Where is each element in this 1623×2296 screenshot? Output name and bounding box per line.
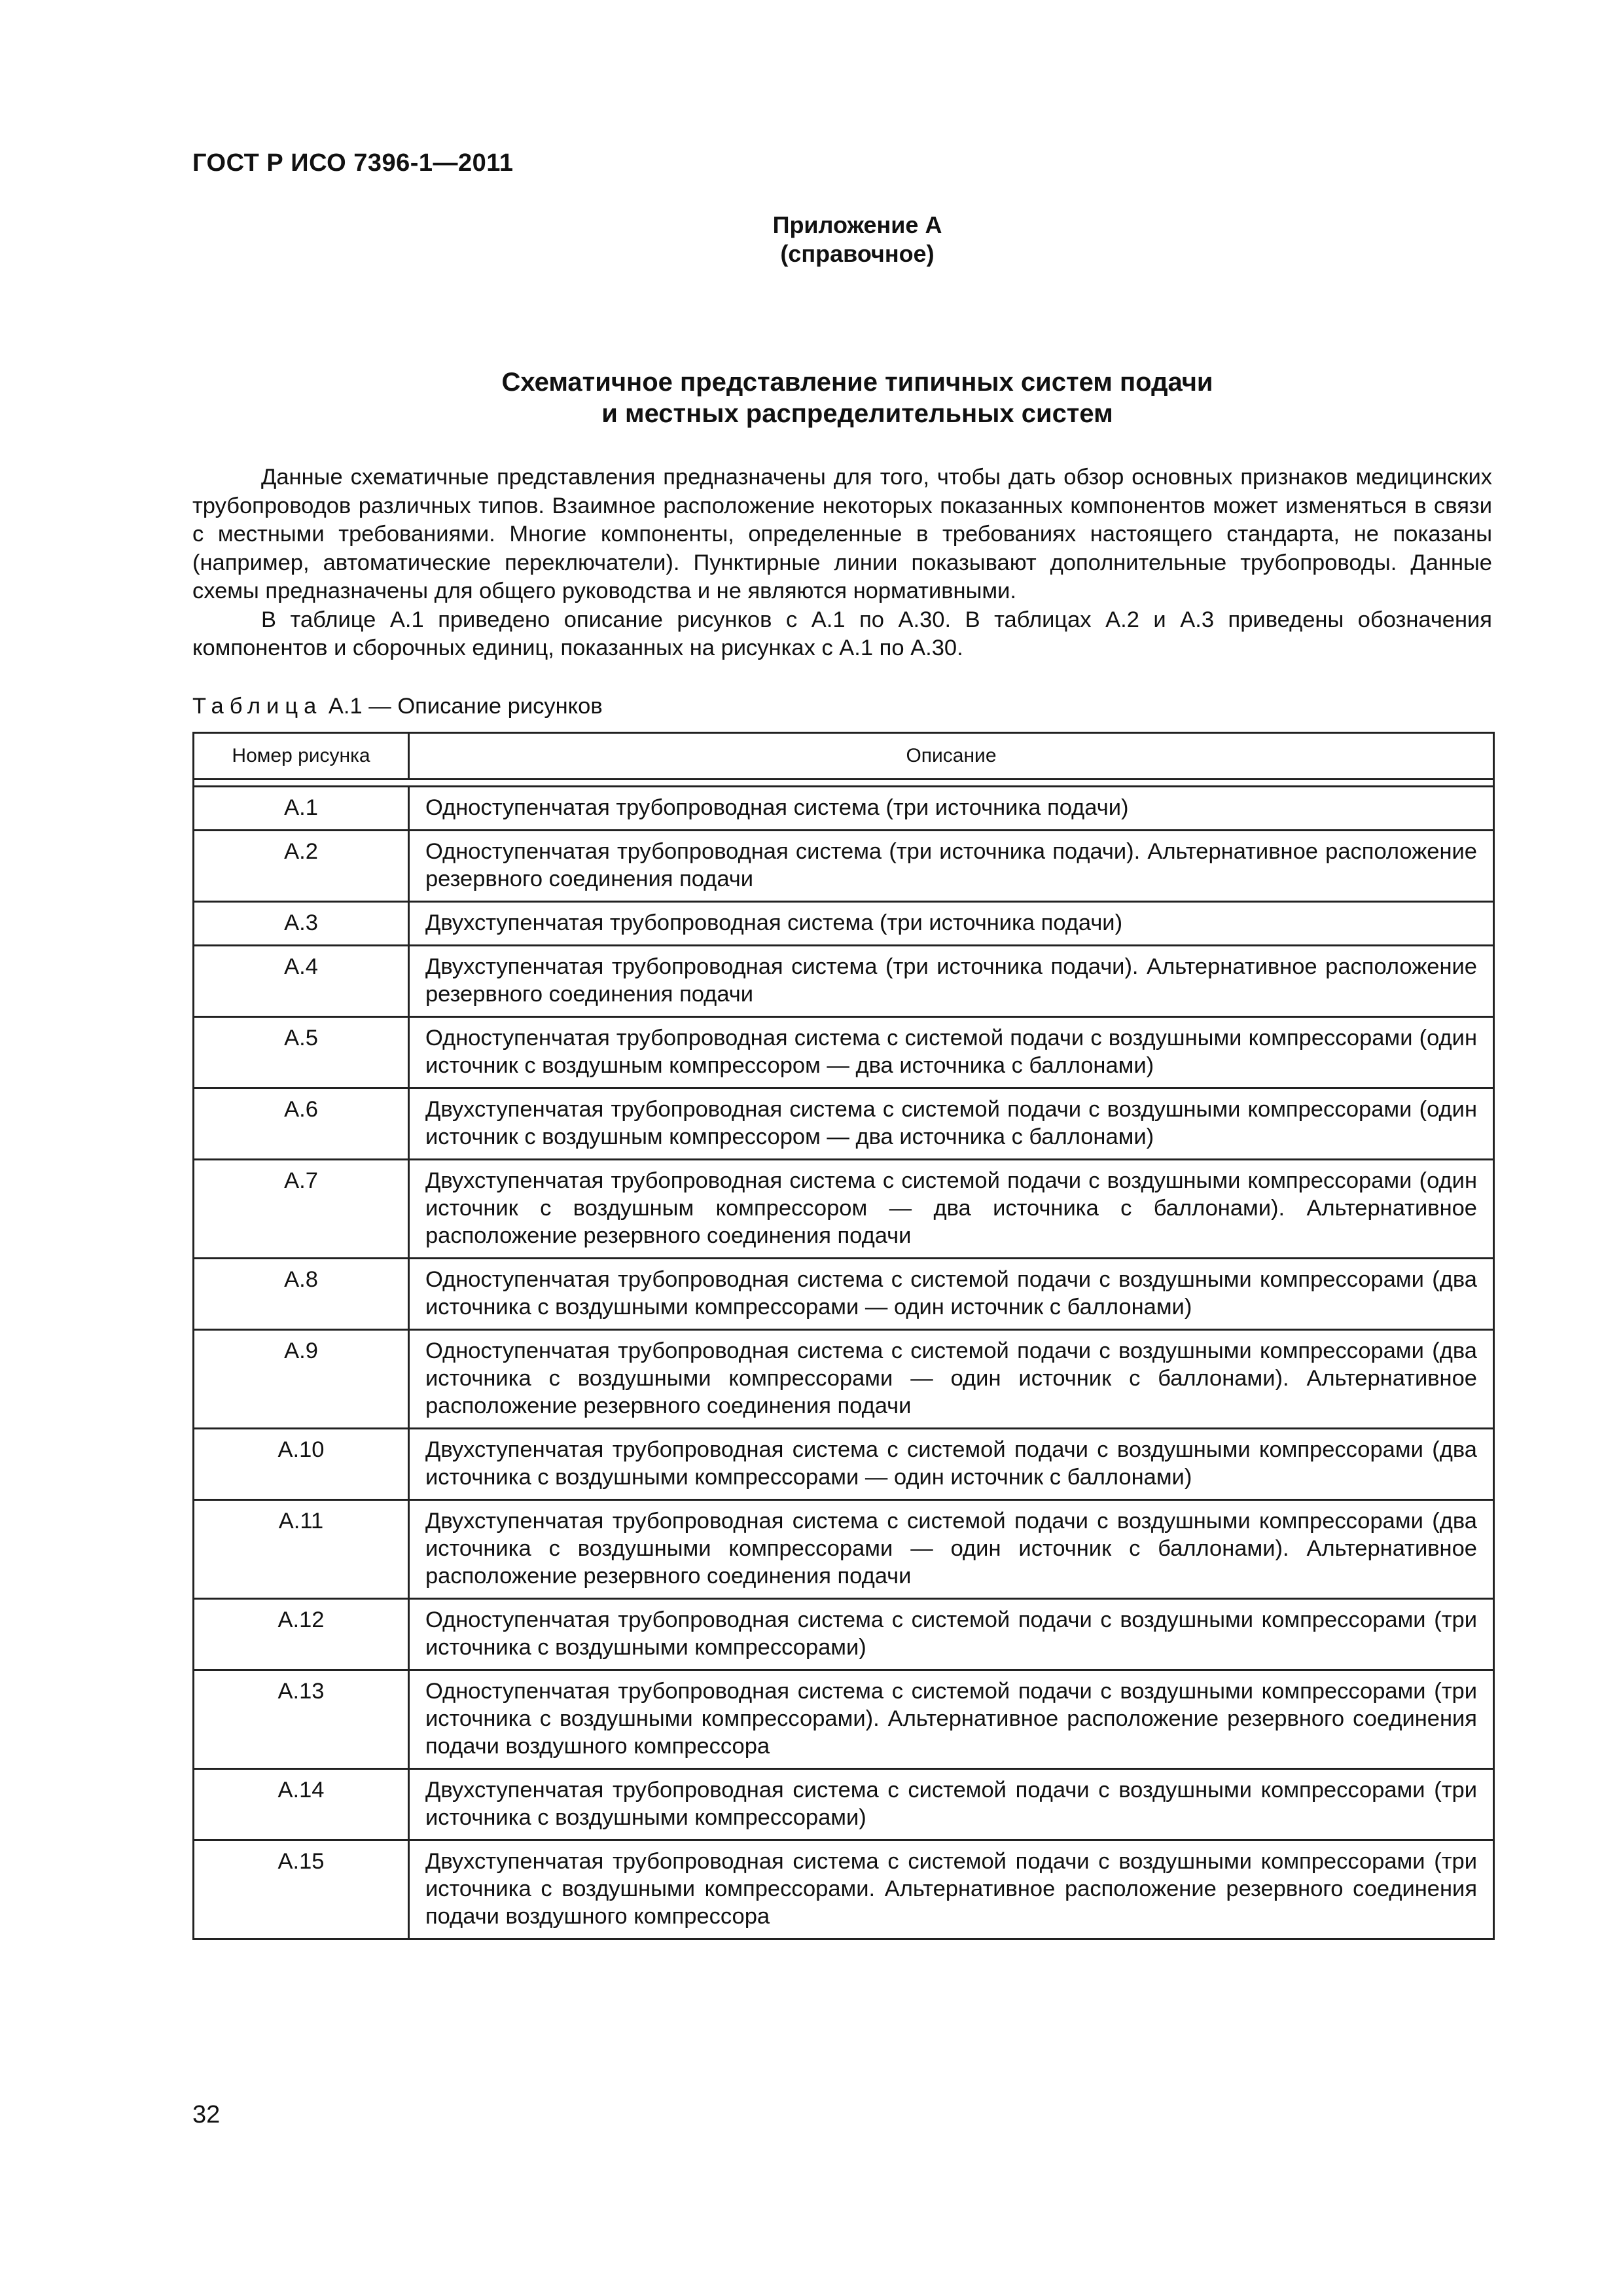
figure-number-cell: А.2 <box>194 831 409 902</box>
figure-description-cell: Одноступенчатая трубопроводная система (три источника подачи). Альтернативное расположение резервного соединения подачи <box>409 831 1494 902</box>
figure-description-cell: Двухступенчатая трубопроводная система (три источника подачи). Альтернативное расположение резервного соединения подачи <box>409 946 1494 1017</box>
section-title-line1: Схематичное представление типичных систем подачи <box>501 368 1213 397</box>
figure-number-cell: А.1 <box>194 787 409 831</box>
table-row <box>194 831 1494 902</box>
table-row <box>194 1017 1494 1088</box>
figure-number-cell: А.5 <box>194 1017 409 1088</box>
table-row <box>194 1840 1494 1939</box>
table-row <box>194 1088 1494 1160</box>
intro-text <box>192 463 1492 663</box>
column-header-figure-number: Номер рисунка <box>194 733 409 780</box>
figure-description-cell: Двухступенчатая трубопроводная система с системой подачи с воздушными компрессорами (один источник с воздушным компрессором — два источника с баллонами) <box>409 1088 1494 1160</box>
intro-paragraph-1: Данные схематичные представления предназначены для того, чтобы дать обзор основных признаков медицинских трубопроводов различных типов. Взаимное расположение некоторых показанных компонентов может изменяться в связи с местными требованиями. Многие компоненты, определенные в требованиях настоящего стандарта, не показаны (например, автоматические переключатели). Пунктирные линии показывают дополнительные трубопроводы. Данные схемы предназначены для общего руководства и не являются нормативными. <box>192 465 1492 603</box>
appendix-title: Приложение А <box>772 211 942 238</box>
table-row <box>194 1330 1494 1429</box>
table-row <box>194 1160 1494 1259</box>
table-row <box>194 1599 1494 1670</box>
figure-number-cell: А.8 <box>194 1259 409 1330</box>
table-row <box>194 1500 1494 1599</box>
table-row <box>194 787 1494 831</box>
figure-number-cell: А.6 <box>194 1088 409 1160</box>
figure-number-cell: А.11 <box>194 1500 409 1599</box>
table-row <box>194 946 1494 1017</box>
table-row <box>194 1429 1494 1500</box>
document-code: ГОСТ Р ИСО 7396-1—2011 <box>192 149 514 177</box>
intro-paragraph-2: В таблице А.1 приведено описание рисунков с А.1 по А.30. В таблицах А.2 и А.3 приведены обозначения компонентов и сборочных единиц, показанных на рисунках с А.1 по А.30. <box>192 607 1492 660</box>
figure-number-cell: А.9 <box>194 1330 409 1429</box>
figure-number-cell: А.7 <box>194 1160 409 1259</box>
column-header-description: Описание <box>409 733 1494 780</box>
figure-number-cell: А.10 <box>194 1429 409 1500</box>
page-number: 32 <box>192 2101 221 2128</box>
figure-description-cell: Одноступенчатая трубопроводная система с системой подачи с воздушными компрессорами (два источника с воздушными компрессорами — один источник с баллонами) <box>409 1259 1494 1330</box>
section-title <box>0 367 1623 429</box>
appendix-heading <box>0 211 1623 268</box>
figure-description-cell: Одноступенчатая трубопроводная система (три источника подачи) <box>409 787 1494 831</box>
figure-description-cell: Одноступенчатая трубопроводная система с системой подачи с воздушными компрессорами (три источника с воздушными компрессорами). Альтернативное расположение резервного соединения подачи воздушного компрессора <box>409 1670 1494 1769</box>
figure-description-cell: Одноступенчатая трубопроводная система с системой подачи с воздушными компрессорами (один источник с воздушным компрессором — два источника с баллонами) <box>409 1017 1494 1088</box>
table-caption-text: А.1 — Описание рисунков <box>322 694 603 719</box>
header-separator <box>194 780 1494 787</box>
figure-number-cell: А.15 <box>194 1840 409 1939</box>
appendix-subtitle: (справочное) <box>780 240 935 267</box>
figure-description-cell: Двухступенчатая трубопроводная система с системой подачи с воздушными компрессорами (два источника с воздушными компрессорами — один источник с баллонами). Альтернативное расположение резервного соединения подачи <box>409 1500 1494 1599</box>
table-caption-label: Таблица <box>192 694 323 719</box>
figure-description-cell: Двухступенчатая трубопроводная система с системой подачи с воздушными компрессорами (три источника с воздушными компрессорами) <box>409 1769 1494 1840</box>
table-body <box>194 780 1494 1939</box>
table-row <box>194 1670 1494 1769</box>
table-row <box>194 1259 1494 1330</box>
section-title-line2: и местных распределительных систем <box>601 399 1113 428</box>
header-separator-cell <box>194 780 1494 787</box>
figure-number-cell: А.13 <box>194 1670 409 1769</box>
table-row <box>194 902 1494 946</box>
figure-description-cell: Одноступенчатая трубопроводная система с системой подачи с воздушными компрессорами (два источника с воздушными компрессорами — один источник с баллонами). Альтернативное расположение резервного соединения подачи <box>409 1330 1494 1429</box>
figure-description-cell: Двухступенчатая трубопроводная система с системой подачи с воздушными компрессорами (один источник с воздушным компрессором — два источника с баллонами). Альтернативное расположение резервного соединения подачи <box>409 1160 1494 1259</box>
table-row <box>194 1769 1494 1840</box>
figure-number-cell: А.3 <box>194 902 409 946</box>
figure-description-cell: Двухступенчатая трубопроводная система с системой подачи с воздушными компрессорами (два источника с воздушными компрессорами — один источник с баллонами) <box>409 1429 1494 1500</box>
figures-description-table <box>192 732 1495 1940</box>
table-caption <box>192 694 603 719</box>
figure-number-cell: А.4 <box>194 946 409 1017</box>
figure-number-cell: А.14 <box>194 1769 409 1840</box>
figure-description-cell: Двухступенчатая трубопроводная система (три источника подачи) <box>409 902 1494 946</box>
table-header-row <box>194 733 1494 780</box>
figure-description-cell: Двухступенчатая трубопроводная система с системой подачи с воздушными компрессорами (три источника с воздушными компрессорами. Альтернативное расположение резервного соединения подачи воздушного компрессора <box>409 1840 1494 1939</box>
figure-number-cell: А.12 <box>194 1599 409 1670</box>
figure-description-cell: Одноступенчатая трубопроводная система с системой подачи с воздушными компрессорами (три источника с воздушными компрессорами) <box>409 1599 1494 1670</box>
